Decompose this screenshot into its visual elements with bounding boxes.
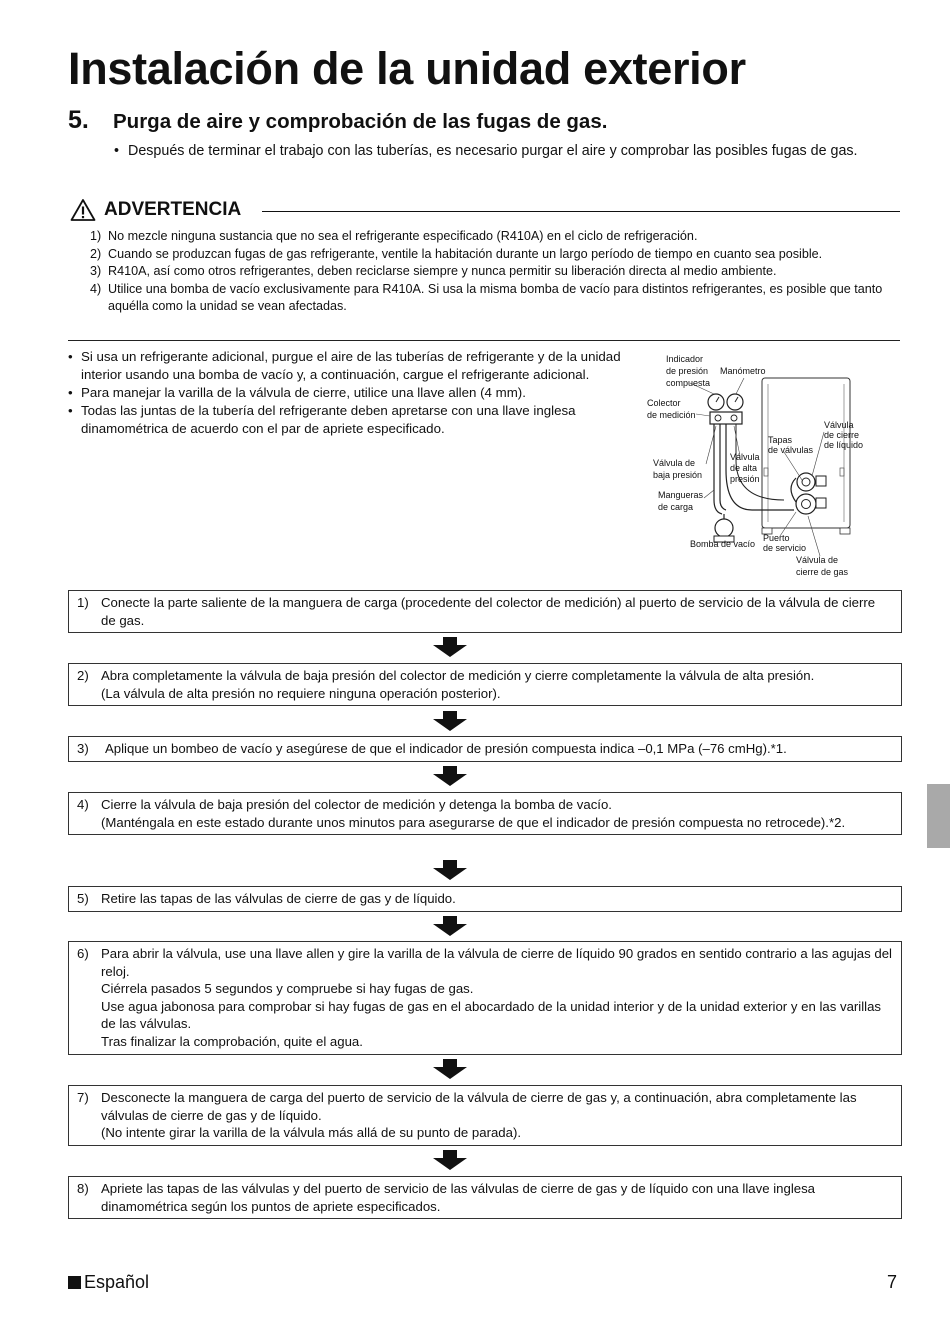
warning-item-number: 3)	[90, 264, 102, 279]
step-text: Retire las tapas de las válvulas de cierre de gas y de líquido.	[101, 891, 456, 906]
warning-header	[70, 198, 902, 224]
note-text: Todas las juntas de la tubería del refrigerante deben apretarse con una llave inglesa dinamométrica de acuerdo con el par de apriete especificado.	[81, 403, 576, 436]
down-arrow-icon	[433, 916, 467, 936]
black-square-icon	[68, 1276, 81, 1289]
step-number: 5)	[77, 891, 89, 906]
bullet-dot: •	[114, 143, 120, 159]
warning-item-number: 4)	[90, 281, 102, 296]
procedure-step	[68, 590, 902, 633]
note-text: Si usa un refrigerante adicional, purgue el aire de las tuberías de refrigerante y de la unidad interior usando una bomba de vacío y, a continuación, cargue el refrigerante adicional.	[81, 349, 621, 382]
diagram-label: Bomba de vacío	[690, 539, 756, 549]
step-text: Tras finalizar la comprobación, quite el agua.	[101, 1033, 363, 1049]
section-title: Purga de aire y comprobación de las fugas de gas.	[113, 110, 608, 133]
diagram-label: Manómetro	[720, 366, 766, 376]
page-number: 7	[887, 1272, 898, 1292]
warning-title: ADVERTENCIA	[104, 199, 242, 220]
diagram-label: de presión	[666, 366, 709, 376]
step-text: Use agua jabonosa para comprobar si hay fugas de gas en el abocardado de la unidad interior y de la unidad exterior y en las varillas de las válvulas.	[101, 998, 882, 1032]
bullet-dot: •	[68, 349, 73, 364]
down-arrow-icon	[433, 860, 467, 880]
warning-item-text: Utilice una bomba de vacío exclusivamente para R410A. Si usa la misma bomba de vacío para distintos refrigerantes, es posible que tanto aquélla como la unidad se vean afectadas.	[108, 281, 883, 314]
notes-list	[68, 348, 628, 438]
warning-item-number: 2)	[90, 246, 102, 261]
step-text: Conecte la parte saliente de la manguera de carga (procedente del colector de medición) al puerto de servicio de la válvula de cierre de gas.	[101, 595, 876, 628]
diagram-label: de carga	[658, 502, 694, 512]
section-bullet-text: Después de terminar el trabajo con las tuberías, es necesario purgar el aire y comprobar las posibles fugas de gas.	[128, 143, 858, 159]
warning-item-text: No mezcle ninguna sustancia que no sea el refrigerante especificado (R410A) en el ciclo de refrigeración.	[108, 229, 698, 243]
warning-item	[90, 228, 890, 246]
diagram-label: Puerto	[763, 533, 790, 543]
footer-language	[68, 1272, 149, 1293]
diagram-label: de válvulas	[768, 445, 814, 455]
bullet-dot: •	[68, 403, 73, 418]
diagram-label: de alta	[730, 463, 758, 473]
warning-rule	[262, 211, 900, 212]
down-arrow-icon	[433, 1059, 467, 1079]
diagram-label: Válvula	[730, 452, 760, 462]
step-text: Desconecte la manguera de carga del puerto de servicio de la válvula de cierre de gas y, a continuación, abra completamente las válvulas de cierre de gas y de líquido.	[101, 1090, 857, 1123]
diagram-label: de líquido	[824, 440, 864, 450]
step-text: Para abrir la válvula, use una llave allen y gire la varilla de la válvula de cierre de líquido 90 grados en sentido contrario a las agujas del reloj.	[101, 946, 892, 979]
diagram-label: de servicio	[763, 543, 807, 553]
step-text: Abra completamente la válvula de baja presión del colector de medición y cierre completamente la válvula de alta presión.	[101, 668, 815, 683]
warning-item-text: R410A, así como otros refrigerantes, deben reciclarse siempre y nunca permitir su liberación directa al medio ambiente.	[108, 264, 777, 279]
note-item	[68, 384, 628, 402]
procedure-step	[68, 792, 902, 835]
down-arrow-icon	[433, 1150, 467, 1170]
step-text: Cierre la válvula de baja presión del colector de medición y detenga la bomba de vacío.	[101, 797, 612, 812]
step-text: Ciérrela pasados 5 segundos y compruebe si hay fugas de gas.	[101, 981, 474, 997]
step-number: 4)	[77, 797, 89, 812]
step-text: (La válvula de alta presión no requiere ninguna operación posterior).	[101, 685, 501, 701]
note-item	[68, 348, 628, 384]
warning-triangle-icon	[70, 198, 96, 222]
down-arrow-icon	[433, 637, 467, 657]
footer-language-label: Español	[84, 1272, 150, 1292]
side-thumb-tab	[927, 784, 950, 848]
warning-list	[90, 228, 890, 316]
diagram-label: Colector	[647, 398, 681, 408]
procedure-step	[68, 1176, 902, 1219]
down-arrow-icon	[433, 766, 467, 786]
note-text: Para manejar la varilla de la válvula de cierre, utilice una llave allen (4 mm).	[81, 385, 526, 400]
diagram-label: Válvula	[824, 420, 854, 430]
diagram-label: baja presión	[653, 470, 703, 480]
note-item	[68, 402, 628, 438]
warning-item-text: Cuando se produzcan fugas de gas refrigerante, ventile la habitación durante un largo período de tiempo en cuanto sea posible.	[108, 246, 823, 261]
procedure-step	[68, 1085, 902, 1146]
bullet-dot: •	[68, 385, 73, 400]
diagram-label: Mangueras	[658, 490, 704, 500]
diagram-label: de medición	[647, 410, 696, 420]
step-number: 8)	[77, 1181, 89, 1196]
section-divider	[68, 340, 900, 341]
diagram-label: presión	[730, 474, 760, 484]
warning-item-number: 1)	[90, 229, 102, 243]
step-text: Apriete las tapas de las válvulas y del puerto de servicio de las válvulas de cierre de gas y de líquido con una llave inglesa dinamométrica según los puntos de apriete especificados.	[101, 1181, 816, 1214]
step-number: 3)	[77, 741, 89, 756]
procedure-step	[68, 736, 902, 762]
vacuum-setup-diagram	[644, 350, 884, 582]
vacuum-pump-illustration	[715, 519, 733, 537]
procedure-step	[68, 886, 902, 912]
page-title: Instalación de la unidad exterior	[68, 43, 746, 94]
procedure-step	[68, 941, 902, 1055]
step-number: 1)	[77, 595, 89, 610]
step-text: Aplique un bombeo de vacío y asegúrese de que el indicador de presión compuesta indica –0,1 MPa (–76 cmHg).*1.	[105, 741, 787, 756]
diagram-label: Indicador	[666, 354, 704, 364]
procedure-step	[68, 663, 902, 706]
warning-item	[90, 281, 890, 316]
diagram-label: Válvula de	[653, 458, 696, 468]
section-number: 5.	[68, 106, 89, 134]
section-bullet	[114, 142, 892, 161]
diagram-label: compuesta	[666, 378, 711, 388]
step-text: (Manténgala en este estado durante unos minutos para asegurarse de que el indicador de presión compuesta no retrocede).*2.	[101, 814, 846, 830]
warning-item	[90, 246, 890, 264]
step-number: 6)	[77, 946, 89, 961]
warning-item	[90, 263, 890, 281]
diagram-label: de cierre	[824, 430, 860, 440]
diagram-label: cierre de gas	[796, 567, 849, 577]
diagram-label: Válvula de	[796, 555, 839, 565]
step-number: 7)	[77, 1090, 89, 1105]
down-arrow-icon	[433, 711, 467, 731]
step-number: 2)	[77, 668, 89, 683]
diagram-label: Tapas	[768, 435, 793, 445]
step-text: (No intente girar la varilla de la válvula más allá de su punto de parada).	[101, 1125, 522, 1141]
